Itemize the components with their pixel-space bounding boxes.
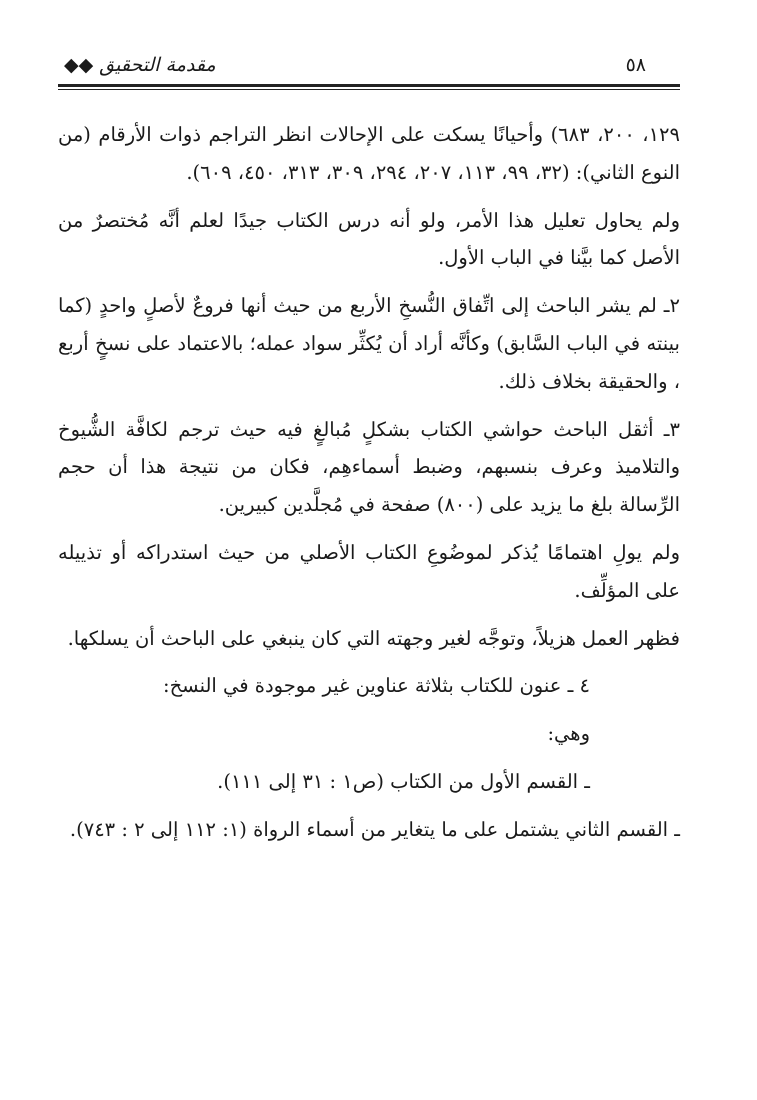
header-rule-thin (58, 89, 680, 90)
book-page (58, 50, 680, 1080)
list-item-1: ـ القسم الأول من الكتاب (ص١ : ٣١ إلى ١١١). (217, 769, 590, 793)
paragraph-5: ولم يولِ اهتمامًا يُذكر لموضُوعِ الكتاب الأصلي من حيث استدراكه أو تذييله على المؤلِّف. (58, 540, 680, 602)
page-number: ٥٨ (625, 54, 646, 76)
paragraph-1: ١٢٩، ٢٠٠، ٦٨٣) وأحيانًا يسكت على الإحالات انظر التراجم ذوات الأرقام (من النوع الثاني): (٣٢، ٩٩، ١١٣، ٢٠٧، ٢٩٤، ٣٠٩، ٣١٣، ٤٥٠، ٦٠٩). (58, 123, 680, 184)
list-intro: ٤ ـ عنون للكتاب بثلاثة عناوين غير موجودة في النسخ: (163, 674, 590, 698)
body-text (58, 116, 680, 849)
list-lead: وهي: (547, 722, 590, 746)
paragraph-4: ٣ـ أثقل الباحث حواشي الكتاب بشكلٍ مُبالغٍ فيه حيث ترجم لكافَّة الشُّيوخ والتلاميذ وعرف بنسبهم، وضبط أسماءهِم، فكان من نتيجة هذا أن حجم الرِّسالة بلغ ما يزيد على (٨٠٠) صفحة في مُجلَّدين كبيرين. (58, 417, 680, 517)
paragraph-6: فظهر العمل هزيلاً، وتوجَّه لغير وجهته التي كان ينبغي على الباحث أن يسلكها. (67, 626, 680, 650)
header-rule-thick (58, 84, 680, 87)
paragraph-2: ولم يحاول تعليل هذا الأمر، ولو أنه درس الكتاب جيدًا لعلم أنَّه مُختصرٌ من الأصل كما بيَّنا في الباب الأول. (58, 208, 680, 270)
header-title: مقدمة التحقيق ◆◆ (64, 54, 216, 76)
running-header (58, 50, 680, 84)
list-item-2: ـ القسم الثاني يشتمل على ما يتغاير من أسماء الرواة (١: ١١٢ إلى ٢ : ٧٤٣). (69, 817, 680, 841)
paragraph-3: ٢ـ لم يشر الباحث إلى اتِّفاق النُّسخِ الأربع من حيث أنها فروعٌ لأصلٍ واحدٍ (كما بينته في الباب السَّابق) وكأنَّه أراد أن يُكثِّر سواد عمله؛ بالاعتماد على نسخٍ أربع ، والحقيقة بخلاف ذلك. (58, 294, 680, 393)
